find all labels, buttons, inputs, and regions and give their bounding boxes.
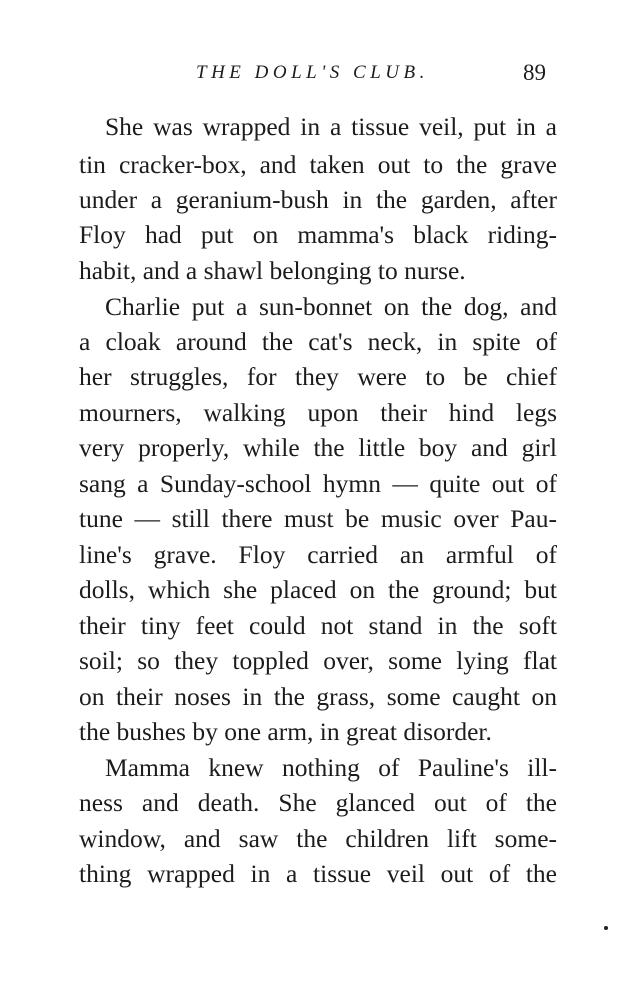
text-line: Floy had put on mamma's black riding- [79,220,557,249]
text-line: window, and saw the children lift some- [79,824,557,853]
text-line: on their noses in the grass, some caught on [79,682,557,711]
page-number: 89 [523,60,546,85]
text-line: tin cracker-box, and taken out to the grave [79,150,557,179]
text-line: the bushes by one arm, in great disorder. [79,717,492,746]
text-line: their tiny feet could not stand in the soft [79,611,557,640]
text-line: soil; so they toppled over, some lying flat [79,646,557,675]
text-line: She was wrapped in a tissue veil, put in a [105,112,557,141]
text-line: habit, and a shawl belonging to nurse. [79,256,466,285]
text-line: ness and death. She glanced out of the [79,788,557,817]
ink-speck [604,926,608,930]
text-line: tune — still there must be music over Pau- [79,504,557,533]
text-line: very properly, while the little boy and girl [79,433,557,462]
text-line: dolls, which she placed on the ground; but [79,575,557,604]
text-line: sang a Sunday-school hymn — quite out of [79,469,557,498]
text-line: her struggles, for they were to be chief [79,362,557,391]
text-line: under a geranium-bush in the garden, after [79,185,557,214]
text-line: mourners, walking upon their hind legs [79,398,557,427]
text-line: thing wrapped in a tissue veil out of the [79,859,557,888]
running-head-title: THE DOLL'S CLUB. [196,62,429,83]
text-line: Charlie put a sun-bonnet on the dog, and [105,292,557,321]
text-line: line's grave. Floy carried an armful of [79,540,557,569]
text-line: a cloak around the cat's neck, in spite of [79,327,557,356]
text-line: Mamma knew nothing of Pauline's ill- [105,753,557,782]
